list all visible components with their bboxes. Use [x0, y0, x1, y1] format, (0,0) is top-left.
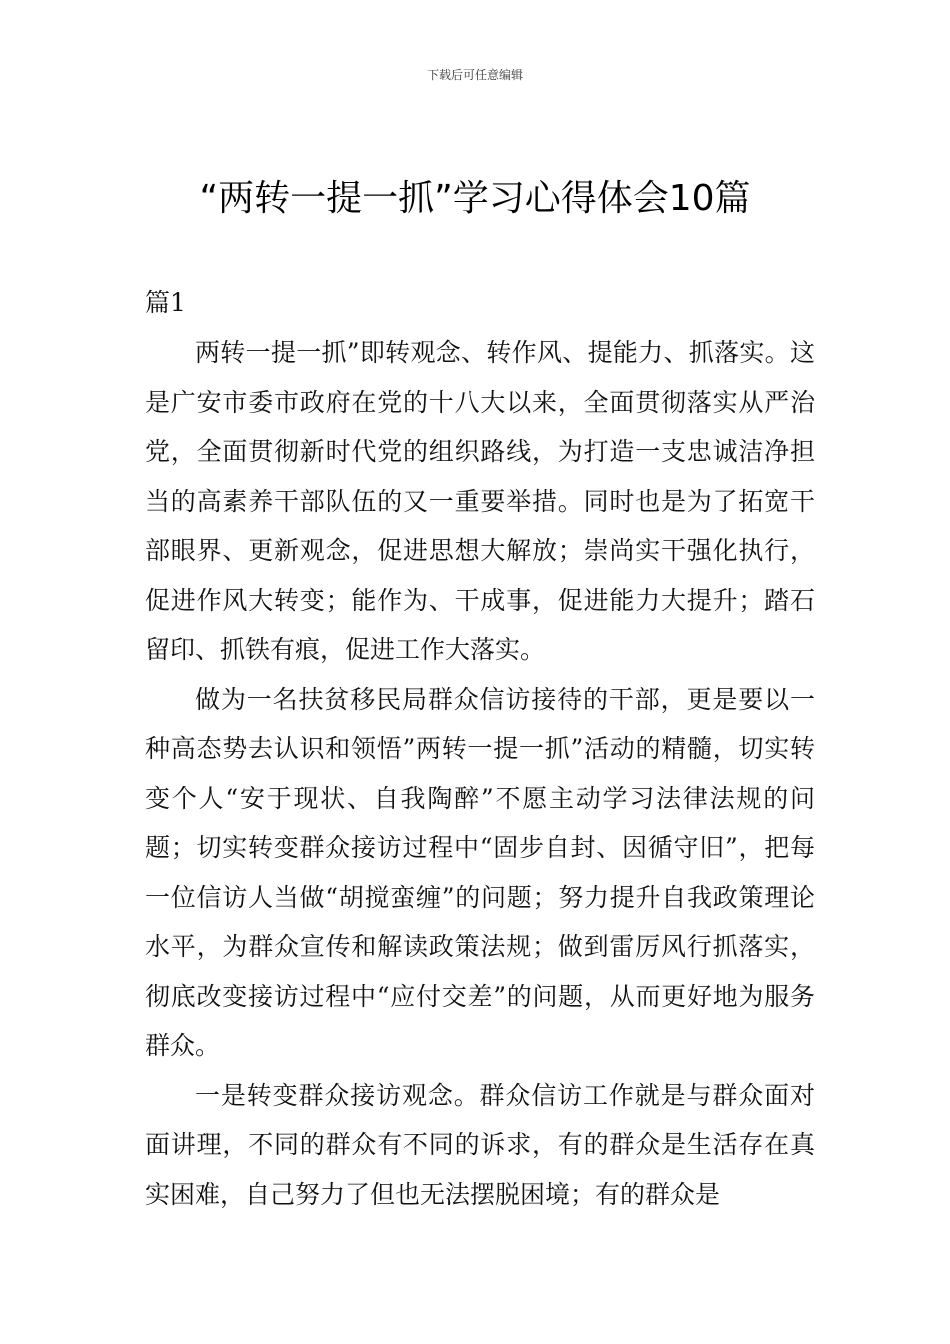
paragraph-2: 做为一名扶贫移民局群众信访接待的干部，更是要以一种高态势去认识和领悟”两转一提一抓”活动的精髓，切实转变个人“安于现状、自我陶醉”不愿主动学习法律法规的问题；切实转变群众接访过程中“固步自封、因循守旧”，把每一位信访人当做“胡搅蛮缠”的问题；努力提升自我政策理论水平，为群众宣传和解读政策法规；做到雷厉风行抓落实，彻底改变接访过程中“应付交差”的问题，从而更好地为服务群众。 [145, 684, 815, 1060]
header-note: 下载后可任意编辑 [426, 68, 523, 82]
section-heading: 篇1 [145, 288, 186, 317]
document-body [145, 328, 815, 1219]
paragraph-3: 一是转变群众接访观念。群众信访工作就是与群众面对面讲理，不同的群众有不同的诉求，有的群众是生活存在真实困难，自己努力了但也无法摆脱困境；有的群众是 [145, 1080, 815, 1209]
document-title: “两转一提一抓”学习心得体会10篇 [199, 178, 751, 219]
paragraph-1: 两转一提一抓”即转观念、转作风、提能力、抓落实。这是广安市委市政府在党的十八大以来，全面贯彻落实从严治党，全面贯彻新时代党的组织路线，为打造一支忠诚洁净担当的高素养干部队伍的又一重要举措。同时也是为了拓宽干部眼界、更新观念，促进思想大解放；崇尚实干强化执行，促进作风大转变；能作为、干成事，促进能力大提升；踏石留印、抓铁有痕，促进工作大落实。 [145, 338, 815, 664]
